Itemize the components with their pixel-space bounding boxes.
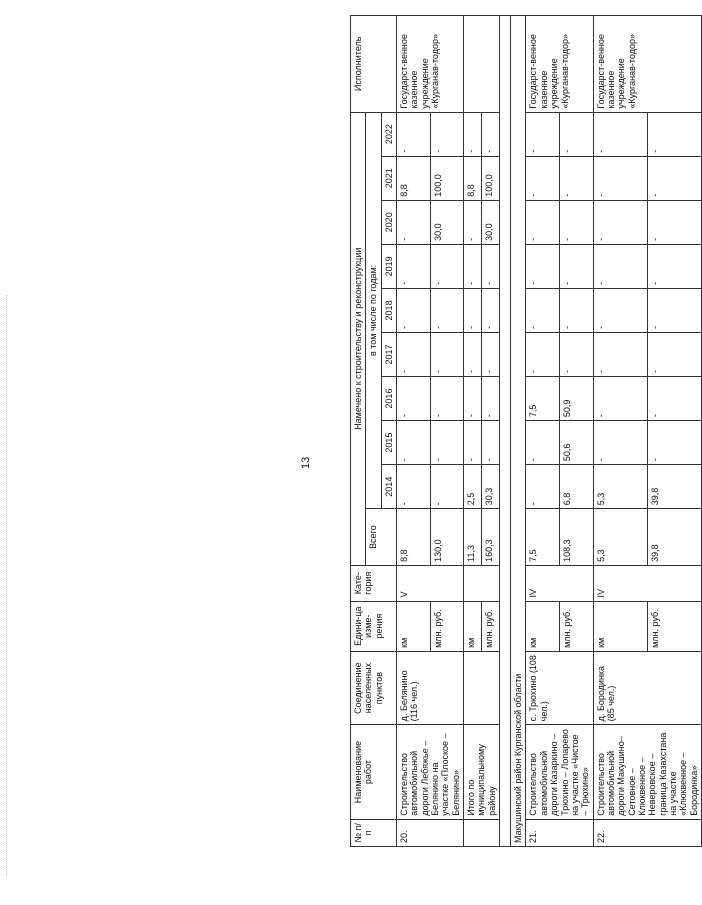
row-category: IV [526, 565, 593, 601]
row-total: 130,0 [430, 509, 464, 566]
row-year-value: - [482, 112, 500, 156]
header-connection: Соединение населенных пунктов [351, 651, 397, 724]
row-year-value: 100,0 [430, 156, 464, 200]
header-unit: Едини-ца изме-рения [351, 601, 397, 651]
table-row [397, 16, 431, 847]
row-year-value: 7,5 [526, 377, 560, 421]
row-year-value: 8,8 [397, 156, 431, 200]
row-category [464, 565, 500, 601]
header-year: 2016 [381, 377, 396, 421]
row-year-value: - [526, 288, 560, 332]
row-year-value: 8,8 [464, 156, 482, 200]
row-connection: д. Белянино (116 чел.) [397, 651, 464, 724]
row-unit: млн. руб. [430, 601, 464, 651]
header-year: 2014 [381, 465, 396, 509]
row-year-value: - [430, 244, 464, 288]
row-year-value: - [647, 200, 701, 244]
row-year-value: - [397, 244, 431, 288]
row-year-value: - [526, 421, 560, 465]
row-unit: км [397, 601, 431, 651]
header-name: Наименование работ [351, 725, 397, 819]
row-year-value: - [526, 244, 560, 288]
row-unit: млн. руб. [647, 601, 701, 651]
total-row [464, 16, 482, 847]
row-year-value: - [482, 377, 500, 421]
row-year-value: - [464, 377, 482, 421]
header-year: 2015 [381, 421, 396, 465]
total-row-name: Итого по муниципальному району [464, 725, 500, 819]
row-unit: млн. руб. [560, 601, 594, 651]
roads-construction-table [350, 15, 702, 847]
row-total: 5,3 [593, 509, 647, 566]
row-year-value: - [560, 200, 594, 244]
row-year-value: - [482, 288, 500, 332]
row-num: 21. [526, 819, 593, 846]
page-number: 13 [300, 456, 312, 469]
row-year-value: - [397, 288, 431, 332]
row-category: IV [593, 565, 701, 601]
row-executor: Государст-венное казенное учреждение «Курганав-тодор» [397, 16, 464, 113]
row-total: 39,8 [647, 509, 701, 566]
row-year-value: - [593, 421, 647, 465]
row-year-value: - [593, 288, 647, 332]
header-total: Всего [366, 509, 397, 566]
row-year-value: - [430, 332, 464, 376]
row-year-value: - [464, 244, 482, 288]
row-connection [464, 651, 500, 724]
row-year-value: - [647, 332, 701, 376]
row-year-value: - [430, 112, 464, 156]
row-year-value: 30,0 [430, 200, 464, 244]
row-year-value: - [560, 112, 594, 156]
row-year-value: - [647, 156, 701, 200]
row-year-value: - [647, 421, 701, 465]
row-year-value: - [647, 288, 701, 332]
row-year-value: - [397, 332, 431, 376]
row-executor: Государст-венное казенное учреждение «Курганав-тодор» [593, 16, 701, 113]
row-year-value: 2,5 [464, 465, 482, 509]
row-total: 11,3 [464, 509, 482, 566]
row-connection: с. Трюхино (108 чел.) [526, 651, 593, 724]
header-year: 2017 [381, 332, 396, 376]
row-year-value: - [397, 377, 431, 421]
row-year-value: - [560, 156, 594, 200]
row-year-value: - [464, 421, 482, 465]
header-category: Кате-гория [351, 565, 397, 601]
row-year-value: 6,8 [560, 465, 594, 509]
row-year-value: - [526, 465, 560, 509]
row-year-value: - [593, 200, 647, 244]
spacer-row [500, 16, 511, 847]
row-total: 160,3 [482, 509, 500, 566]
row-year-value: - [464, 200, 482, 244]
row-unit: км [464, 601, 482, 651]
region-row [511, 16, 526, 847]
row-unit: км [526, 601, 560, 651]
row-year-value: - [482, 244, 500, 288]
row-year-value: - [560, 288, 594, 332]
row-year-value: - [397, 465, 431, 509]
row-year-value: - [397, 200, 431, 244]
row-year-value: - [647, 377, 701, 421]
table-row [593, 16, 647, 847]
row-year-value: 30,3 [482, 465, 500, 509]
row-year-value: - [593, 332, 647, 376]
row-num [464, 819, 500, 846]
row-num: 22. [593, 819, 701, 846]
row-year-value: - [464, 332, 482, 376]
row-year-value: - [397, 421, 431, 465]
row-connection: д. Бородинка (85 чел.) [593, 651, 701, 724]
row-unit: млн. руб. [482, 601, 500, 651]
row-year-value: - [482, 421, 500, 465]
header-planned: Намечено к строительству и реконструкции [351, 112, 366, 565]
row-unit: км [593, 601, 647, 651]
row-year-value: - [397, 112, 431, 156]
row-year-value: 50,6 [560, 421, 594, 465]
row-year-value: - [430, 421, 464, 465]
row-year-value: - [526, 200, 560, 244]
row-total: 8,8 [397, 509, 431, 566]
row-year-value: - [526, 332, 560, 376]
row-year-value: - [526, 112, 560, 156]
header-year: 2020 [381, 200, 396, 244]
row-year-value: - [647, 112, 701, 156]
region-title: Макушинский район Курганской области [511, 16, 526, 847]
row-name: Строительство автомобильной дороги Казаркино – Трюхино – Лопарево на участке «Чистое – Трюхино» [526, 725, 593, 819]
row-executor [464, 16, 500, 113]
row-year-value: 39,8 [647, 465, 701, 509]
row-year-value: 100,0 [482, 156, 500, 200]
row-year-value: - [482, 332, 500, 376]
header-by-year: в том числе по годам: [366, 112, 381, 509]
header-year: 2018 [381, 288, 396, 332]
header-year: 2022 [381, 112, 396, 156]
row-year-value: - [593, 112, 647, 156]
row-year-value: - [593, 244, 647, 288]
row-year-value: - [647, 244, 701, 288]
row-category: V [397, 565, 464, 601]
row-name: Строительство автомобильной дороги Лебяжье – Белянино на участке «Плоское – Белянино» [397, 725, 464, 819]
row-year-value: 50,9 [560, 377, 594, 421]
header-year: 2019 [381, 244, 396, 288]
row-year-value: - [464, 112, 482, 156]
header-num: № п/п [351, 819, 397, 846]
row-executor: Государст-венное казенное учреждение «Курганав-тодор» [526, 16, 593, 113]
header-executor: Исполнитель [351, 16, 397, 113]
row-year-value: - [430, 377, 464, 421]
row-name: Строительство автомобильной дороги Макушино–Сетовное – Клюквенное – Неверовское – граница Казахстана на участке «Клюквенное – Бородинка» [593, 725, 701, 819]
row-year-value: - [430, 288, 464, 332]
row-year-value: - [593, 377, 647, 421]
row-total: 7,5 [526, 509, 560, 566]
row-year-value: - [593, 156, 647, 200]
row-year-value: - [430, 465, 464, 509]
row-year-value: 30,0 [482, 200, 500, 244]
row-year-value: - [464, 288, 482, 332]
header-year: 2021 [381, 156, 396, 200]
row-total: 108,3 [560, 509, 594, 566]
row-num: 20. [397, 819, 464, 846]
scan-edge-dots [6, 295, 9, 875]
row-year-value: 5,3 [593, 465, 647, 509]
row-year-value: - [560, 244, 594, 288]
row-year-value: - [560, 332, 594, 376]
table-row [526, 16, 560, 847]
row-year-value: - [526, 156, 560, 200]
